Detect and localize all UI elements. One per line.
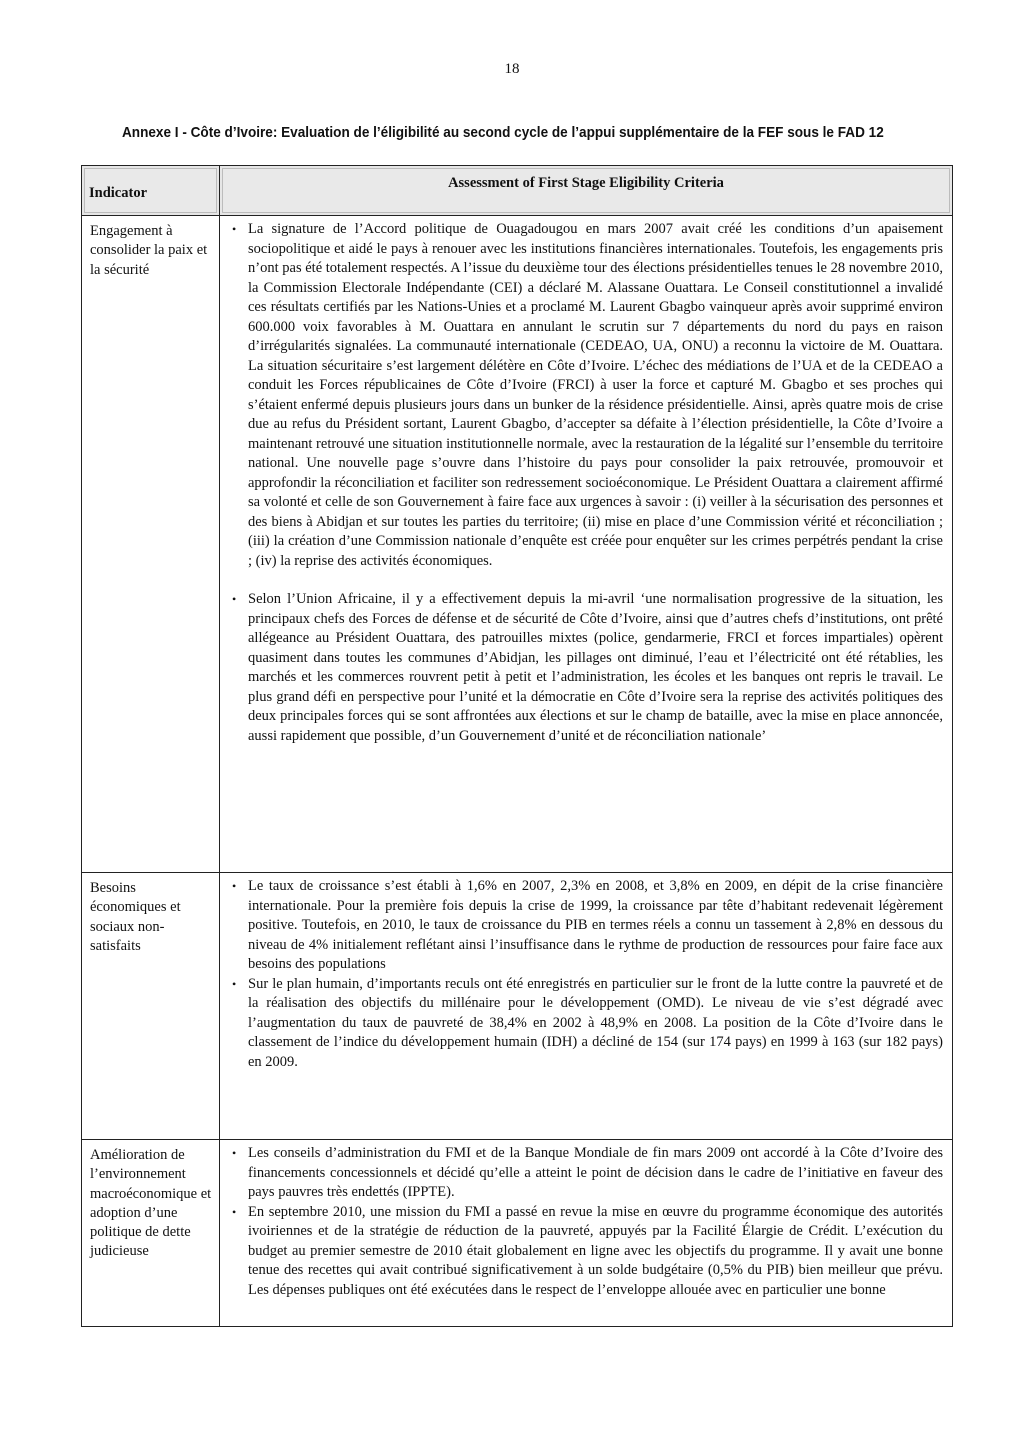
- list-item: [228, 220, 943, 571]
- item-text: Le taux de croissance s’est établi à 1,6% en 2007, 2,3% en 2008, et 3,8% en 2009, en dépit de la crise financière internationale. Pour la première fois depuis la crise de 1999, la croissance par tête d’habitant redevenait légèrement positive. Toutefois, en 2010, le taux de croissance du PIB en termes réels a connu un tassement à 2,8% en dessous du niveau de 4% initialement reflétant ainsi l’insuffisance dans le rythme de production de ressources pour faire face aux besoins des populations: [248, 878, 943, 972]
- header-criteria-cell: [220, 166, 953, 216]
- annex-title: Annexe I - Côte d’Ivoire: Evaluation de l’éligibilité au second cycle de l’appui supplémentaire de la FEF sous le FAD 12: [122, 125, 884, 141]
- page-number: 18: [504, 61, 520, 77]
- list-item: [228, 877, 943, 975]
- header-indicator-cell: [82, 166, 220, 216]
- bullet-icon: •: [232, 879, 237, 893]
- header-indicator-label: Indicator: [89, 185, 147, 201]
- criteria-cell: [220, 1140, 953, 1327]
- list-item: [228, 1144, 943, 1203]
- criteria-list: [220, 1140, 952, 1300]
- table-row: [82, 1140, 953, 1327]
- item-text: En septembre 2010, une mission du FMI a passé en revue la mise en œuvre du programme économique des autorités ivoiriennes et de la stratégie de réduction de la pauvreté, appuyés par la Facilité Élargie de Crédit. L’exécution du budget au premier semestre de 2010 était globalement en ligne avec les objectifs du programme. Il y avait une bonne tenue des recettes qui avait contribué significativement à un solde budgétaire (0,5% du PIB) bien meilleur que prévu. Les dépenses publiques ont été exécutées dans le respect de l’enveloppe allouée avec en particulier une bonne: [248, 1203, 943, 1298]
- criteria-cell: [220, 873, 953, 1140]
- bullet-icon: •: [232, 976, 237, 991]
- indicator-cell: Besoins économiques et sociaux non-satisfaits: [82, 873, 220, 1140]
- indicator-cell: Engagement à consolider la paix et la sécurité: [82, 216, 220, 873]
- indicator-cell: Amélioration de l’environnement macroéconomique et adoption d’une politique de dette judicieuse: [82, 1140, 220, 1327]
- criteria-list: [220, 216, 952, 746]
- list-item: [228, 590, 943, 746]
- header-criteria-label: Assessment of First Stage Eligibility Criteria: [448, 175, 724, 191]
- list-item: [228, 975, 943, 1073]
- bullet-icon: •: [232, 592, 237, 606]
- bullet-icon: •: [232, 222, 237, 236]
- table-row: [82, 216, 953, 873]
- item-text: Les conseils d’administration du FMI et de la Banque Mondiale de fin mars 2009 ont accordé à la Côte d’Ivoire des financements concessionnels et décidé qu’elle a atteint le point de décision dans le cadre de l’initiative en faveur des pays pauvres très endettés (IPPTE).: [248, 1145, 943, 1200]
- eligibility-table: [81, 165, 953, 1327]
- bullet-icon: •: [232, 1204, 237, 1219]
- item-text: La signature de l’Accord politique de Ouagadougou en mars 2007 avait créé les conditions d’un apaisement sociopolitique et aidé le pays à renouer avec les institutions financières internationales. Toutefois, les engagements pris n’ont pas été totalement respectés. A l’issue du deuxième tour des élections présidentielles tenues le 28 novembre 2010, la Commission Electorale Indépendante (CEI) a déclaré M. Alassane Ouattara. Le Conseil constitutionnel a invalidé ces résultats certifiés par les Nations-Unies et a proclamé M. Laurent Gbagbo vainqueur après avoir supprimé environ 600.000 voix favorables à M. Ouattara en annulant le scrutin sur 7 départements du nord du pays en raison d’irrégularités signalées. La communauté internationale (CEDEAO, UA, ONU) a reconnu la victoire de M. Ouattara. La situation sécuritaire s’est largement délétère en Côte d’Ivoire. L’échec des médiations de l’UA et de la CEDEAO a conduit les Forces républicaines de Côte d’Ivoire (FRCI) à user la force et capturé M. Gbagbo et ses proches qui s’étaient enfermé depuis plusieurs jours dans un bunker de la résidence présidentielle. Ainsi, après quatre mois de crise due au refus du Président sortant, Laurent Gbagbo, d’accepter sa défaite à l’élection présidentielle, la Côte d’Ivoire a maintenant retrouvé une situation institutionnelle normale, avec la restauration de la légalité sur l’ensemble du territoire national. Une nouvelle page s’ouvre dans l’histoire du pays pour consolider la paix retrouvée, promouvoir et approfondir la réconciliation et faciliter son redressement socioéconomique. Le Président Ouattara a clairement affirmé sa volonté et celle de son Gouvernement à faire face aux urgences à savoir : (i) veiller à la sécurisation des personnes et des biens à Abidjan et sur toutes les parties du territoire; (ii) mise en place d’une Commission vérité et réconciliation ; (iii) la création d’une Commission nationale d’enquête est créée pour enquêter sur les crimes perpétrés pendant la crise ; (iv) la reprise des activités économiques.: [248, 221, 943, 569]
- criteria-list: [220, 873, 952, 1072]
- criteria-cell: [220, 216, 953, 873]
- list-item: [228, 1203, 943, 1301]
- table-row: [82, 873, 953, 1140]
- table-header-row: [82, 166, 953, 216]
- item-text: Sur le plan humain, d’importants reculs ont été enregistrés en particulier sur le front de la lutte contre la pauvreté et de la réalisation des objectifs du millénaire pour le développement (OMD). Le niveau de vie s’est dégradé avec l’augmentation du taux de pauvreté de 38,4% en 2002 à 48,9% en 2008. La position de la Côte d’Ivoire dans le classement de l’indice du développement humain (IDH) a décliné de 154 (sur 174 pays) en 1999 à 163 (sur 182 pays) en 2009.: [248, 975, 943, 1070]
- item-text: Selon l’Union Africaine, il y a effectivement depuis la mi-avril ‘une normalisation progressive de la situation, les principaux chefs des Forces de défense et de sécurité de Côte d’Ivoire, ainsi que d’autres chefs d’institutions, ont prêté allégeance au Président Ouattara, des patrouilles mixtes (police, gendarmerie, FRCI et forces impartiales) opèrent quasiment dans toutes les communes d’Abidjan, les pillages ont diminué, l’eau et l’électricité ont été rétablies, les marchés et les commerces rouvrent petit à petit et l’administration, les écoles et les banques ont repris le travail. Le plus grand défi en perspective pour l’unité et la démocratie en Côte d’Ivoire sera la reprise des activités politiques des deux principales forces qui se sont affrontées aux élections et sur le champ de bataille, avec la mise en place annoncée, aussi rapidement que possible, d’un Gouvernement d’unité et de réconciliation nationale’: [248, 591, 943, 744]
- bullet-icon: •: [232, 1146, 237, 1160]
